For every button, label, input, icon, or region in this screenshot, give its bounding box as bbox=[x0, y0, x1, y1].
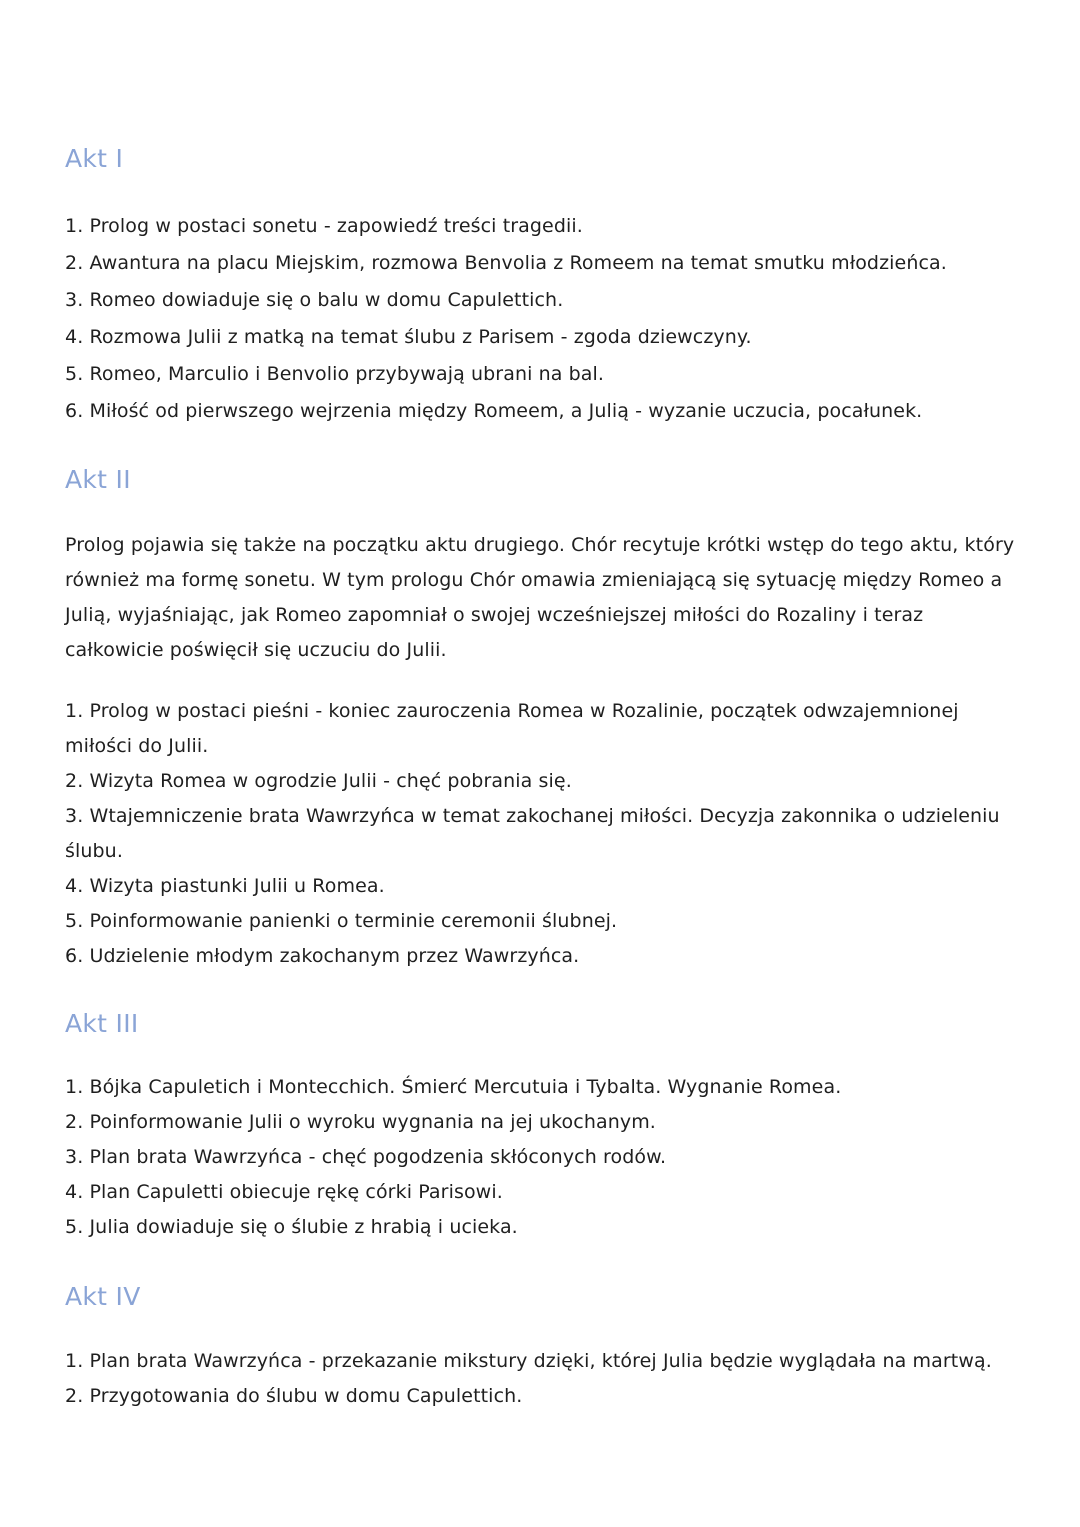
act2-intro-paragraph: Prolog pojawia się także na początku aktu drugiego. Chór recytuje krótki wstęp do tego aktu, który również ma formę sonetu. W tym prologu Chór omawia zmieniającą się sytuację między Romeo a Julią, wyjaśniając, jak Romeo zapomniał o swojej wcześniejszej miłości do Rozaliny i teraz całkowicie poświęcił się uczuciu do Julii. bbox=[65, 534, 1015, 661]
list-item: 2. Przygotowania do ślubu w domu Capulettich. bbox=[65, 1385, 523, 1407]
list-item: 1. Plan brata Wawrzyńca - przekazanie mikstury dzięki, której Julia będzie wyglądała na martwą. bbox=[65, 1350, 992, 1372]
act3-list bbox=[65, 1070, 1015, 1245]
act4-heading: Akt IV bbox=[65, 1282, 141, 1311]
list-item: 3. Romeo dowiaduje się o balu w domu Capulettich. bbox=[65, 289, 564, 311]
list-item: 6. Udzielenie młodym zakochanym przez Wawrzyńca. bbox=[65, 945, 580, 967]
list-item: 5. Julia dowiaduje się o ślubie z hrabią i ucieka. bbox=[65, 1216, 518, 1238]
list-item: 5. Poinformowanie panienki o terminie ceremonii ślubnej. bbox=[65, 910, 618, 932]
list-item: 5. Romeo, Marculio i Benvolio przybywają ubrani na bal. bbox=[65, 363, 605, 385]
list-item: 4. Plan Capuletti obiecuje rękę córki Parisowi. bbox=[65, 1181, 503, 1203]
act3-heading: Akt III bbox=[65, 1009, 139, 1038]
list-item: 1. Prolog w postaci pieśni - koniec zauroczenia Romea w Rozalinie, początek odwzajemnionej miłości do Julii. bbox=[65, 700, 959, 757]
list-item: 4. Rozmowa Julii z matką na temat ślubu z Parisem - zgoda dziewczyny. bbox=[65, 326, 752, 348]
list-item: 3. Plan brata Wawrzyńca - chęć pogodzenia skłóconych rodów. bbox=[65, 1146, 667, 1168]
act2-heading: Akt II bbox=[65, 465, 131, 494]
list-item: 2. Awantura na placu Miejskim, rozmowa Benvolia z Romeem na temat smutku młodzieńca. bbox=[65, 252, 947, 274]
act4-list bbox=[65, 1344, 1015, 1414]
list-item: 1. Bójka Capuletich i Montecchich. Śmierć Mercutuia i Tybalta. Wygnanie Romea. bbox=[65, 1076, 842, 1098]
act1-list bbox=[65, 208, 1015, 430]
list-item: 2. Poinformowanie Julii o wyroku wygnania na jej ukochanym. bbox=[65, 1111, 656, 1133]
list-item: 4. Wizyta piastunki Julii u Romea. bbox=[65, 875, 385, 897]
act2-list bbox=[65, 694, 1015, 974]
list-item: 3. Wtajemniczenie brata Wawrzyńca w temat zakochanej miłości. Decyzja zakonnika o udzieleniu ślubu. bbox=[65, 805, 1000, 862]
act1-heading: Akt I bbox=[65, 144, 124, 173]
list-item: 6. Miłość od pierwszego wejrzenia między Romeem, a Julią - wyzanie uczucia, pocałunek. bbox=[65, 400, 923, 422]
list-item: 2. Wizyta Romea w ogrodzie Julii - chęć pobrania się. bbox=[65, 770, 572, 792]
list-item: 1. Prolog w postaci sonetu - zapowiedź treści tragedii. bbox=[65, 215, 583, 237]
